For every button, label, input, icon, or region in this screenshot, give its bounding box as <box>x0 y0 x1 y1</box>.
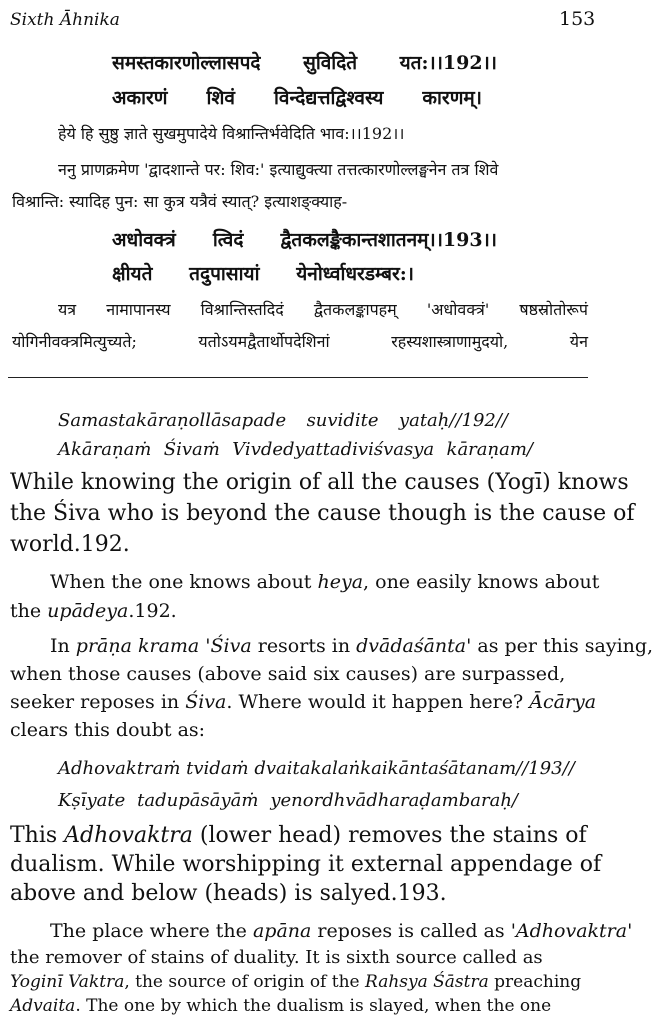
page-number: 153 <box>559 8 596 30</box>
translation-192-line1: While knowing the origin of all the causes (Yogī) knows <box>10 470 629 495</box>
explanation-2-line4: clears this doubt as: <box>10 719 206 741</box>
explanation-3-line4: Advaita. The one by which the dualism is slayed, when the one <box>10 996 552 1016</box>
sanskrit-verse-192-line1: समस्तकारणोल्लासपदे सुविदिते यत:।।192।। <box>112 52 497 74</box>
section-divider <box>8 377 588 378</box>
sanskrit-commentary-3-line2: योगिनीवक्त्रमित्युच्यते; यतोऽयमद्वैतार्थोपदेशिनां रहस्यशास्त्राणामुदयो, येन <box>12 332 588 351</box>
translation-192-line2: the Śiva who is beyond the cause though is the cause of <box>10 501 635 526</box>
translit-verse-193-line1: Adhovaktraṁ tvidaṁ dvaitakalaṅkaikāntaśātanam//193// <box>58 758 575 779</box>
sanskrit-commentary-3-line1: यत्र नामापानस्य विश्रान्तिस्तदिदं द्वैतकलङ्कापहम् 'अधोवक्त्रं' षष्ठस्रोतोरूपं <box>58 300 588 319</box>
translation-193-line1: This Adhovaktra (lower head) removes the stains of <box>10 823 587 848</box>
explanation-1-line2: the upādeya.192. <box>10 600 177 622</box>
sanskrit-commentary-2-line2: विश्रान्ति: स्यादिह पुन: सा कुत्र यत्रैवं स्यात्? इत्याशङ्क्याह- <box>12 192 348 211</box>
explanation-2-line1: In prāṇa krama 'Śiva resorts in dvādaśānta' as per this saying, <box>50 635 653 657</box>
translit-verse-192-line1: Samastakāraṇollāsapade suvidite yataḥ//192// <box>58 410 508 431</box>
explanation-3-line2: the remover of stains of duality. It is sixth source called as <box>10 947 543 968</box>
sanskrit-commentary-2-line1: ननु प्राणक्रमेण 'द्वादशान्ते पर: शिव:' इत्याद्युक्त्या तत्तत्कारणोल्लङ्घनेन तत्र शिवे <box>58 160 499 179</box>
explanation-2-line2: when those causes (above said six causes) are surpassed, <box>10 663 566 685</box>
explanation-3-line1: The place where the apāna reposes is called as 'Adhovaktra' <box>50 920 633 942</box>
translation-193-line3: above and below (heads) is salyed.193. <box>10 881 447 906</box>
sanskrit-verse-192-line2: अकारणं शिवं विन्देद्यत्तद्विश्वस्य कारणम्। <box>112 87 482 109</box>
sanskrit-commentary-1: हेये हि सुष्ठु ज्ञाते सुखमुपादेये विश्रान्तिर्भवेदिति भाव:।।192।। <box>58 124 405 143</box>
translit-verse-192-line2: Akāraṇaṁ Śivaṁ Vivdedyattadiviśvasya kāraṇam/ <box>58 439 533 460</box>
sanskrit-verse-193-line2: क्षीयते तदुपासायां येनोर्ध्वाधरडम्बर:। <box>112 263 414 285</box>
running-header: Sixth Āhnika <box>10 10 120 30</box>
translit-verse-193-line2: Kṣīyate tadupāsāyāṁ yenordhvādharaḍambaraḥ/ <box>58 790 518 811</box>
translation-192-line3: world.192. <box>10 532 130 557</box>
explanation-1-line1: When the one knows about heya, one easily knows about <box>50 571 600 593</box>
sanskrit-verse-193-line1: अधोवक्त्रं त्विदं द्वैतकलङ्कैकान्तशातनम्।।193।। <box>112 229 497 251</box>
explanation-3-line3: Yoginī Vaktra, the source of origin of the Rahsya Śāstra preaching <box>10 972 582 992</box>
translation-193-line2: dualism. While worshipping it external appendage of <box>10 852 602 877</box>
explanation-2-line3: seeker reposes in Śiva. Where would it happen here? Ācārya <box>10 691 597 713</box>
